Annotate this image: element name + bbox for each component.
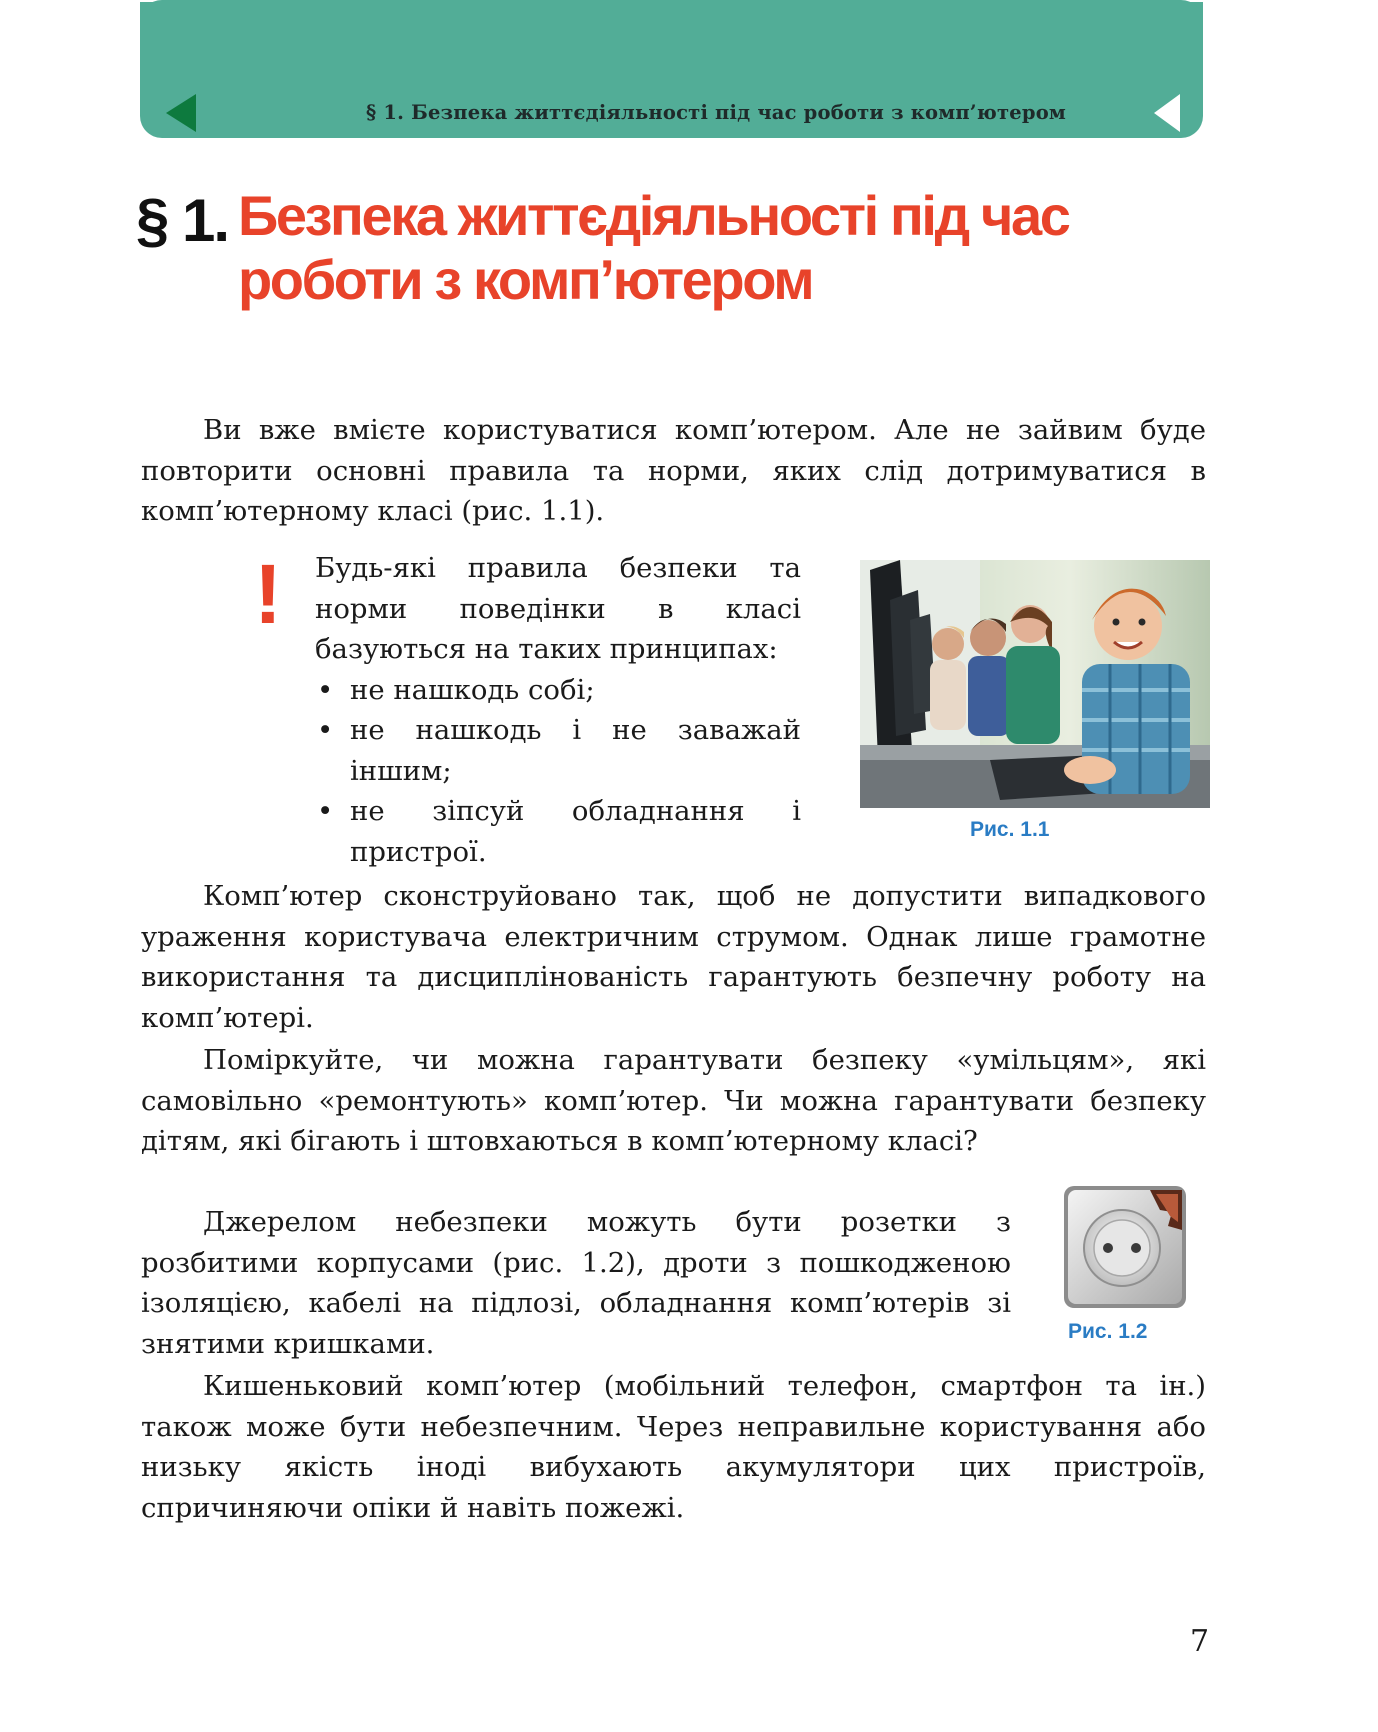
exclamation-icon: ! xyxy=(254,547,282,641)
intro-text: Ви вже вмієте користуватися комп’ютером. Але не зайвим буде повторити основні правила та норми, яких слід дотримуватися в комп’ютерному класі (рис. 1.1). xyxy=(141,414,1206,527)
body-paragraph xyxy=(141,1366,1206,1528)
section-title: Безпека життєдіяльності під час роботи з комп’ютером xyxy=(238,184,1069,311)
rules-item: • не зіпсуй обладнання і пристрої. xyxy=(315,791,801,872)
intro-paragraph xyxy=(141,410,1206,532)
rules-item: • не нашкодь собі; xyxy=(315,670,801,711)
rules-box xyxy=(315,548,801,872)
figure-broken-socket xyxy=(1064,1186,1186,1308)
figure-caption: Рис. 1.1 xyxy=(970,818,1050,841)
triangle-left-icon xyxy=(1154,94,1180,132)
rules-lead: Будь-які правила безпеки та норми поведінки в класі базуються на таких принципах: xyxy=(315,552,801,665)
body-paragraph-text: Джерелом небезпеки можуть бути розетки з розбитими корпусами (рис. 1.2), дроти з пошкодженою ізоляцією, кабелі на підлозі, обладнання комп’ютерів зі знятими кришками. xyxy=(141,1206,1011,1360)
body-paragraph-text: Поміркуйте, чи можна гарантувати безпеку «умільцям», які самовільно «ремонтують» комп’ютер. Чи можна гарантувати безпеку дітям, які бігають і штовхаються в комп’ютерному класі? xyxy=(141,1044,1206,1157)
body-paragraph xyxy=(141,876,1206,1038)
section-number: § 1. xyxy=(136,187,229,254)
figure-caption: Рис. 1.2 xyxy=(1068,1320,1148,1343)
body-paragraph xyxy=(141,1202,1011,1364)
body-paragraph xyxy=(141,1040,1206,1162)
rules-list xyxy=(315,670,801,873)
body-paragraph-text: Комп’ютер сконструйовано так, щоб не допустити випадкового ураження користувача електричним струмом. Однак лише грамотне використання та дисциплінованість гарантують безпечну роботу на комп’ютері. xyxy=(141,880,1206,1034)
body-paragraph-text: Кишеньковий комп’ютер (мобільний телефон, смартфон та ін.) також може бути небезпечним. Через неправильне користування або низьку якість іноді вибухають акумулятори цих пристроїв, спричиняючи опіки й навіть пожежі. xyxy=(141,1370,1206,1524)
rules-item: • не нашкодь і не заважай іншим; xyxy=(315,710,801,791)
running-header-title: § 1. Безпека життєдіяльності під час роботи з комп’ютером xyxy=(366,101,1067,124)
page-number: 7 xyxy=(1190,1624,1210,1659)
triangle-left-icon xyxy=(166,94,196,132)
figure-children-at-computers xyxy=(860,560,1210,808)
